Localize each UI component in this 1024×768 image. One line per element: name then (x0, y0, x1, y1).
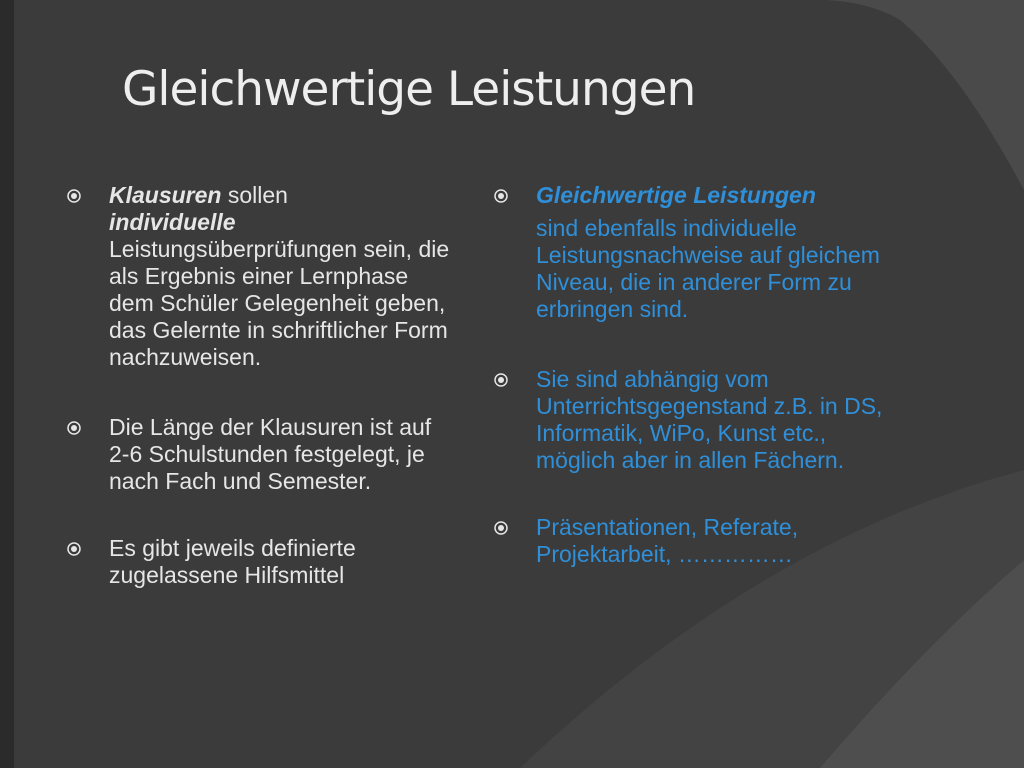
right-bullet-2-text: Sie sind abhängig vom Unterrichtsgegenstand z.B. in DS, Informatik, WiPo, Kunst etc., möglich aber in allen Fächern. (536, 366, 883, 473)
right-bullet-1-text: sind ebenfalls individuelle Leistungsnachweise auf gleichem Niveau, die in anderer Form zu erbringen sind. (536, 215, 880, 322)
circle-dot-icon (66, 188, 82, 204)
left-bullet-3-text: Es gibt jeweils definierte zugelassene Hilfsmittel (109, 535, 356, 588)
keyword-gleichwertige-leistungen: Gleichwertige Leistungen (536, 182, 816, 208)
left-bullet-3 (66, 535, 458, 589)
circle-dot-icon (66, 420, 82, 436)
left-bullet-2 (66, 414, 458, 495)
left-bullet-list (66, 182, 458, 589)
circle-dot-icon (493, 372, 509, 388)
left-bullet-1-text-b: Leistungsüberprüfungen sein, die als Ergebnis einer Lernphase dem Schüler Gelegenheit geben, das Gelernte in schriftlicher Form nachzuweisen. (109, 236, 450, 370)
left-bullet-1 (66, 182, 458, 371)
right-bullet-2 (493, 366, 893, 474)
keyword-klausuren: Klausuren (109, 182, 222, 208)
right-bullet-list (493, 182, 893, 568)
keyword-individuelle: individuelle (109, 209, 236, 235)
circle-dot-icon (493, 188, 509, 204)
left-bullet-2-text: Die Länge der Klausuren ist auf 2-6 Schulstunden festgelegt, je nach Fach und Semester. (109, 414, 432, 494)
slide-title: Gleichwertige Leistungen (122, 62, 696, 117)
circle-dot-icon (66, 541, 82, 557)
left-bullet-1-text-a: sollen (221, 182, 288, 208)
right-bullet-1 (493, 182, 893, 323)
circle-dot-icon (493, 520, 509, 536)
right-bullet-3 (493, 514, 893, 568)
right-bullet-3-text: Präsentationen, Referate, Projektarbeit, …………… (536, 514, 799, 567)
